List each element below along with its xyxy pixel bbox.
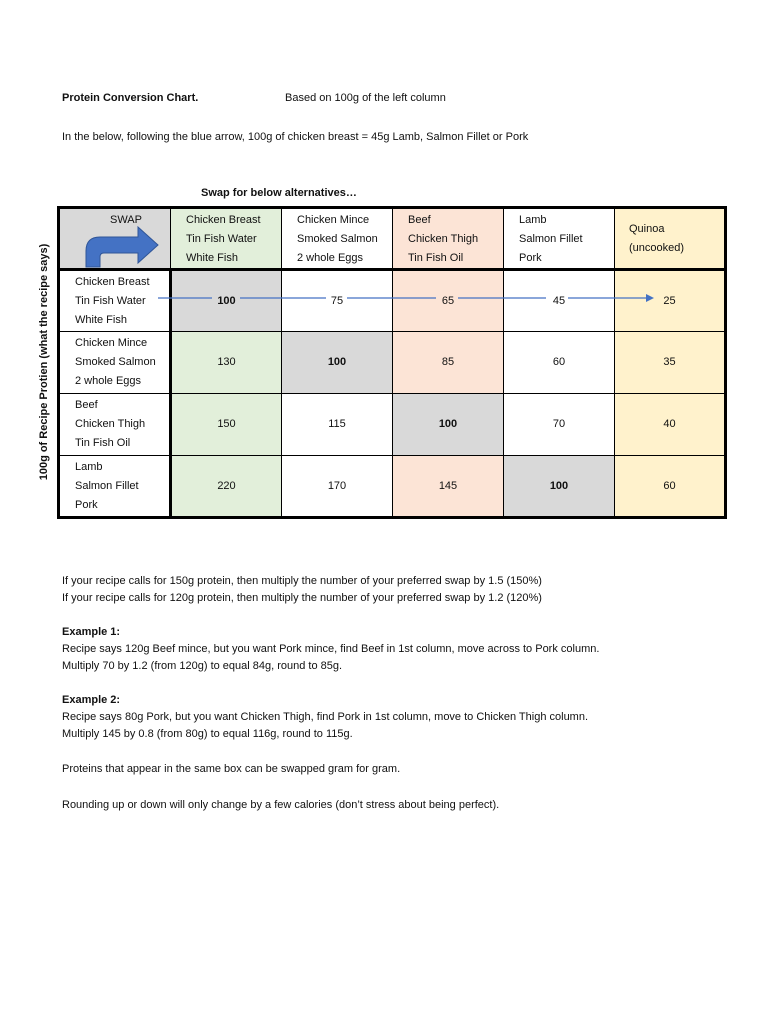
example1-line2: Multiply 70 by 1.2 (from 120g) to equal 84g, round to 85g. [62, 660, 343, 672]
table-cell: 85 [393, 332, 504, 394]
table-cell: 100 [171, 270, 282, 332]
note-150: If your recipe calls for 150g protein, then multiply the number of your preferred swap by 1.5 (150%) [62, 575, 542, 587]
row-label-line: Chicken Mince [75, 337, 148, 349]
table-row [59, 270, 726, 332]
intro-text: In the below, following the blue arrow, 100g of chicken breast = 45g Lamb, Salmon Fillet or Pork [62, 131, 529, 143]
header-line: Chicken Mince [297, 214, 370, 226]
table-cell: 70 [504, 394, 615, 456]
table-cell: 100 [393, 394, 504, 456]
table-cell: 35 [615, 332, 726, 394]
table-cell: 65 [393, 270, 504, 332]
header-line: Smoked Salmon [297, 233, 378, 245]
header-beef [393, 208, 504, 270]
table-row [59, 456, 726, 518]
conversion-table [57, 206, 727, 519]
table-cell: 220 [171, 456, 282, 518]
header-line: Beef [408, 214, 431, 226]
table-cell: 60 [615, 456, 726, 518]
example2-line1: Recipe says 80g Pork, but you want Chicken Thigh, find Pork in 1st column, move to Chicken Thigh column. [62, 711, 589, 723]
row-label-line: Lamb [75, 460, 103, 473]
swap-arrow-icon [82, 221, 162, 269]
example1-title: Example 1: [62, 626, 121, 638]
table-cell: 40 [615, 394, 726, 456]
table-cell: 45 [504, 270, 615, 332]
header-chicken-mince [282, 208, 393, 270]
row-label-chicken-breast [59, 270, 171, 332]
table-header-row [59, 208, 726, 270]
row-label-chicken-mince [59, 332, 171, 394]
row-label-line: Pork [75, 498, 98, 511]
header-line: Pork [519, 252, 542, 264]
same-box-note: Proteins that appear in the same box can be swapped gram for gram. [62, 763, 401, 775]
table-cell: 25 [615, 270, 726, 332]
note-120: If your recipe calls for 120g protein, then multiply the number of your preferred swap by 1.2 (120%) [62, 592, 542, 604]
example2-title: Example 2: [62, 694, 121, 706]
header-line: Chicken Thigh [408, 233, 479, 245]
table-row [59, 394, 726, 456]
table-cell: 100 [282, 332, 393, 394]
row-label-line: Tin Fish Oil [75, 437, 131, 449]
row-label-line: White Fish [75, 313, 127, 326]
header-chicken-breast [171, 208, 282, 270]
table-cell: 170 [282, 456, 393, 518]
row-label-line: Chicken Breast [75, 275, 150, 288]
row-label-line: Tin Fish Water [75, 294, 146, 307]
table-cell: 145 [393, 456, 504, 518]
table-row [59, 332, 726, 394]
row-label-lamb [59, 456, 171, 518]
table-cell: 75 [282, 270, 393, 332]
header-lamb [504, 208, 615, 270]
header-line: Quinoa [629, 222, 665, 235]
row-label-line: 2 whole Eggs [75, 375, 142, 387]
row-label-line: Smoked Salmon [75, 356, 156, 368]
swap-corner-cell [59, 208, 171, 270]
header-line: Lamb [519, 214, 547, 226]
example2-line2: Multiply 145 by 0.8 (from 80g) to equal 116g, round to 115g. [62, 728, 353, 740]
header-line: White Fish [186, 252, 238, 264]
table-cell: 130 [171, 332, 282, 394]
page-subtitle: Based on 100g of the left column [285, 92, 446, 104]
header-line: Salmon Fillet [519, 233, 583, 245]
row-label-beef [59, 394, 171, 456]
row-label-line: Salmon Fillet [75, 479, 139, 492]
row-label-line: Chicken Thigh [75, 418, 146, 430]
table-cell: 115 [282, 394, 393, 456]
header-line: Tin Fish Water [186, 233, 257, 245]
swap-label: SWAP [110, 214, 142, 226]
header-line: Tin Fish Oil [408, 252, 464, 264]
header-quinoa [615, 208, 726, 270]
page-title: Protein Conversion Chart. [62, 92, 199, 104]
header-line: Chicken Breast [186, 214, 261, 226]
table-cell: 150 [171, 394, 282, 456]
rounding-note: Rounding up or down will only change by a few calories (don’t stress about being perfect). [62, 799, 500, 811]
row-label-line: Beef [75, 399, 98, 411]
vertical-axis-label-text: 100g of Recipe Protien (what the recipe says) [38, 243, 50, 481]
table-cell: 100 [504, 456, 615, 518]
example1-line1: Recipe says 120g Beef mince, but you want Pork mince, find Beef in 1st column, move across to Pork column. [62, 643, 600, 655]
swap-caption: Swap for below alternatives… [201, 187, 357, 199]
header-line: (uncooked) [629, 241, 685, 254]
header-line: 2 whole Eggs [297, 252, 364, 264]
table-cell: 60 [504, 332, 615, 394]
